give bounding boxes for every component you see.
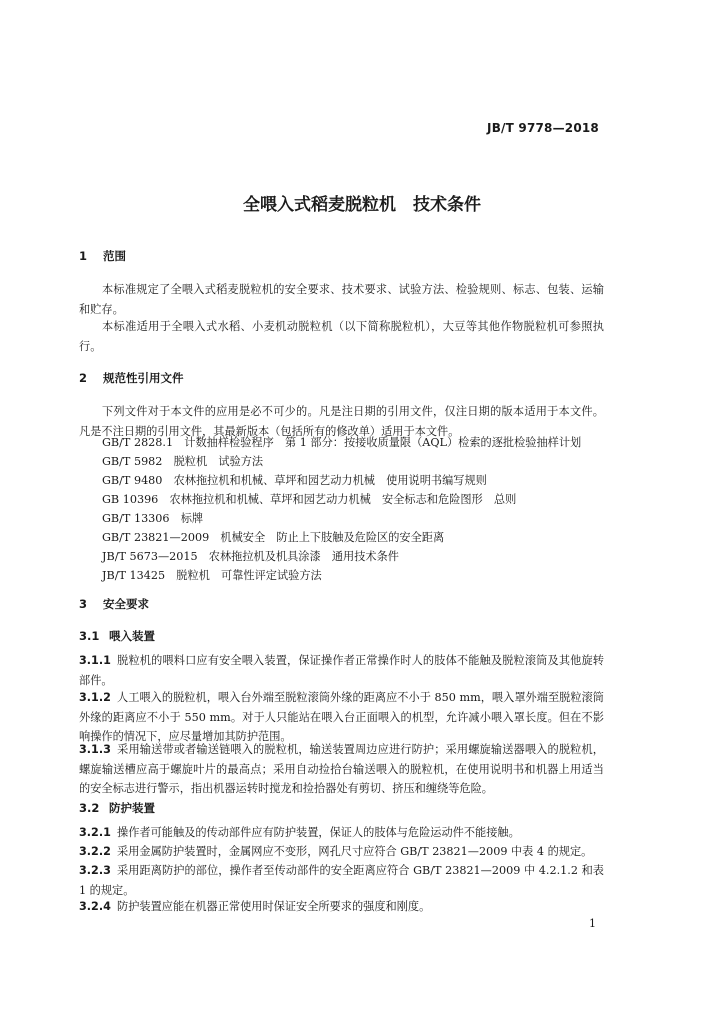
clause-text: 采用金属防护装置时，金属网应不变形，网孔尺寸应符合 GB/T 23821—2009 中表 4 的规定。	[117, 845, 593, 858]
clause-number: 3.2.2	[79, 845, 111, 858]
subsection-number: 3.2	[79, 801, 100, 815]
clause-text: 采用距离防护的部位，操作者至传动部件的安全距离应符合 GB/T 23821—2009 中 4.2.1.2 和表 1 的规定。	[79, 864, 604, 897]
reference-item: GB/T 2828.1 计数抽样检验程序 第 1 部分：按接收质量限（AQL）检索的逐批检验抽样计划	[102, 436, 582, 449]
clause-3-2-1	[79, 823, 604, 843]
reference-item: JB/T 5673—2015 农林拖拉机及机具涂漆 通用技术条件	[102, 550, 399, 563]
section-number: 1	[79, 249, 88, 263]
reference-item: GB/T 13306 标牌	[102, 512, 204, 525]
section-number: 2	[79, 371, 88, 385]
clause-number: 3.1.1	[79, 654, 111, 667]
clause-number: 3.1.2	[79, 691, 111, 704]
scope-paragraph-2: 本标准适用于全喂入式水稻、小麦机动脱粒机（以下简称脱粒机），大豆等其他作物脱粒机可参照执行。	[79, 320, 604, 353]
section-3-heading	[79, 596, 149, 612]
normative-references-intro: 下列文件对于本文件的应用是必不可少的。凡是注日期的引用文件，仅注日期的版本适用于本文件。凡是不注日期的引用文件，其最新版本（包括所有的修改单）适用于本文件。	[79, 405, 604, 438]
section-title: 规范性引用文件	[103, 371, 184, 385]
document-title: 全喂入式稻麦脱粒机 技术条件	[243, 195, 481, 215]
clause-3-1-1	[79, 651, 604, 690]
section-title: 安全要求	[103, 597, 149, 611]
clause-text: 脱粒机的喂料口应有安全喂入装置，保证操作者正常操作时人的肢体不能触及脱粒滚筒及其他旋转部件。	[79, 654, 604, 687]
reference-item: JB/T 13425 脱粒机 可靠性评定试验方法	[102, 569, 322, 582]
clause-number: 3.1.3	[79, 743, 111, 756]
reference-item: GB/T 23821—2009 机械安全 防止上下肢触及危险区的安全距离	[102, 531, 445, 544]
clause-3-2-3	[79, 861, 604, 900]
section-1-heading	[79, 248, 126, 264]
reference-item: GB/T 5982 脱粒机 试验方法	[102, 455, 264, 468]
subsection-3-1-heading	[79, 628, 155, 644]
section-number: 3	[79, 597, 88, 611]
clause-3-1-3	[79, 740, 604, 799]
clause-number: 3.2.1	[79, 826, 111, 839]
clause-text: 采用输送带或者输送链喂入的脱粒机，输送装置周边应进行防护；采用螺旋输送器喂入的脱粒机，螺旋输送槽应高于螺旋叶片的最高点；采用自动捡拾台输送喂入的脱粒机，在使用说明书和机器上用适当的安全标志进行警示，指出机器运转时搅龙和捡拾器处有剪切、挤压和缠绕等危险。	[79, 743, 604, 796]
clause-3-1-2	[79, 688, 604, 747]
standard-code: JB/T 9778—2018	[487, 121, 599, 135]
subsection-title: 喂入装置	[109, 629, 155, 643]
clause-text: 人工喂入的脱粒机，喂入台外端至脱粒滚筒外缘的距离应不小于 850 mm，喂入罩外端至脱粒滚筒外缘的距离应不小于 550 mm。对于人只能站在喂入台正面喂入的机型，允许减小喂入罩长度。但在不影响操作的情况下，应尽量增加其防护范围。	[79, 691, 604, 744]
clause-number: 3.2.3	[79, 864, 111, 877]
subsection-number: 3.1	[79, 629, 100, 643]
section-title: 范围	[103, 249, 126, 263]
scope-paragraph-1: 本标准规定了全喂入式稻麦脱粒机的安全要求、技术要求、试验方法、检验规则、标志、包装、运输和贮存。	[79, 283, 604, 316]
section-2-heading	[79, 370, 184, 386]
subsection-title: 防护装置	[109, 801, 155, 815]
subsection-3-2-heading	[79, 800, 155, 816]
clause-3-2-2	[79, 842, 604, 862]
page-number: 1	[589, 917, 596, 930]
clause-text: 操作者可能触及的传动部件应有防护装置，保证人的肢体与危险运动件不能接触。	[117, 826, 520, 839]
reference-item: GB 10396 农林拖拉机和机械、草坪和园艺动力机械 安全标志和危险图形 总则	[102, 493, 517, 506]
reference-item: GB/T 9480 农林拖拉机和机械、草坪和园艺动力机械 使用说明书编写规则	[102, 474, 487, 487]
clause-number: 3.2.4	[79, 900, 111, 913]
clause-text: 防护装置应能在机器正常使用时保证安全所要求的强度和刚度。	[117, 900, 431, 913]
clause-3-2-4	[79, 897, 604, 917]
